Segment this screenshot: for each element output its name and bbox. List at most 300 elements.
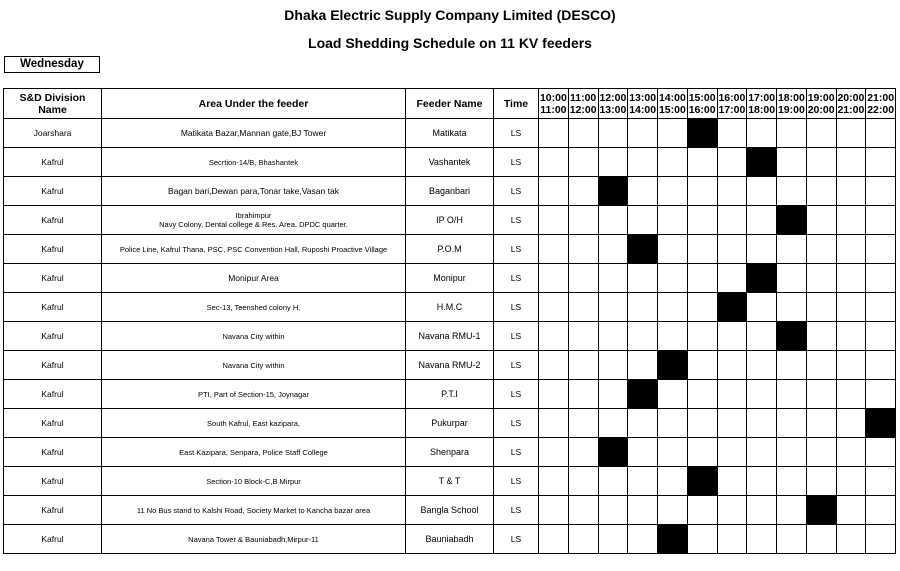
feeder-cell: Bauniabadh bbox=[406, 525, 494, 554]
table-row bbox=[4, 264, 896, 293]
feeder-header: Feeder Name bbox=[406, 89, 494, 119]
schedule-slot bbox=[836, 409, 866, 438]
time-cell: LS bbox=[494, 264, 539, 293]
slot-end: 11:00 bbox=[540, 103, 567, 116]
table-row bbox=[4, 206, 896, 235]
area-cell bbox=[102, 235, 406, 264]
schedule-slot bbox=[687, 235, 717, 264]
slot-end: 13:00 bbox=[599, 103, 627, 116]
schedule-slot bbox=[628, 467, 658, 496]
schedule-slot bbox=[777, 148, 807, 177]
schedule-slot bbox=[687, 525, 717, 554]
area-text: Navana City within bbox=[222, 360, 285, 370]
time-cell: LS bbox=[494, 467, 539, 496]
load-shedding-slot-filled bbox=[628, 235, 658, 264]
schedule-slot bbox=[806, 293, 836, 322]
schedule-slot bbox=[539, 119, 569, 148]
schedule-slot bbox=[598, 206, 628, 235]
schedule-slot bbox=[598, 235, 628, 264]
area-cell bbox=[102, 496, 406, 525]
schedule-title: Load Shedding Schedule on 11 KV feeders bbox=[308, 35, 592, 51]
schedule-slot bbox=[568, 496, 598, 525]
load-shedding-slot-filled bbox=[866, 409, 896, 438]
schedule-slot bbox=[568, 119, 598, 148]
schedule-slot bbox=[539, 235, 569, 264]
area-cell bbox=[102, 148, 406, 177]
schedule-slot bbox=[598, 322, 628, 351]
slot-end: 16:00 bbox=[688, 103, 716, 116]
slot-end: 22:00 bbox=[867, 103, 895, 116]
schedule-slot bbox=[598, 148, 628, 177]
schedule-slot bbox=[568, 264, 598, 293]
schedule-slot bbox=[628, 177, 658, 206]
schedule-slot bbox=[777, 409, 807, 438]
area-text: 11 No Bus stand to Kalshi Road, Society Market to Kancha bazar area bbox=[136, 505, 371, 515]
slot-header bbox=[687, 89, 717, 119]
feeder-cell: Navana RMU-2 bbox=[406, 351, 494, 380]
slot-start: 12:00 bbox=[599, 91, 627, 104]
schedule-slot bbox=[806, 177, 836, 206]
schedule-slot bbox=[836, 264, 866, 293]
load-shedding-slot-filled bbox=[598, 177, 628, 206]
slot-header bbox=[539, 89, 569, 119]
time-cell: LS bbox=[494, 293, 539, 322]
schedule-slot bbox=[658, 467, 688, 496]
schedule-slot bbox=[717, 496, 747, 525]
division-cell: Kafrul bbox=[4, 264, 102, 293]
schedule-slot bbox=[539, 264, 569, 293]
schedule-slot bbox=[628, 293, 658, 322]
division-cell: Kafrul bbox=[4, 496, 102, 525]
schedule-slot bbox=[717, 467, 747, 496]
slot-end: 15:00 bbox=[658, 103, 686, 116]
area-text: Navana City within bbox=[222, 331, 285, 341]
schedule-slot bbox=[806, 438, 836, 467]
schedule-slot bbox=[866, 467, 896, 496]
schedule-slot bbox=[866, 177, 896, 206]
slot-start: 19:00 bbox=[807, 91, 835, 104]
slot-start: 21:00 bbox=[867, 91, 895, 104]
schedule-slot bbox=[568, 322, 598, 351]
area-cell bbox=[102, 177, 406, 206]
slot-start: 18:00 bbox=[777, 91, 805, 104]
slot-header bbox=[717, 89, 747, 119]
division-cell: Kafrul bbox=[4, 409, 102, 438]
time-cell: LS bbox=[494, 206, 539, 235]
schedule-slot bbox=[747, 322, 777, 351]
schedule-slot bbox=[568, 177, 598, 206]
table-row bbox=[4, 293, 896, 322]
schedule-slot bbox=[687, 293, 717, 322]
schedule-slot bbox=[806, 351, 836, 380]
feeder-cell: P.T.I bbox=[406, 380, 494, 409]
schedule-slot bbox=[866, 206, 896, 235]
feeder-cell: T & T bbox=[406, 467, 494, 496]
schedule-slot bbox=[717, 177, 747, 206]
schedule-slot bbox=[717, 380, 747, 409]
table-row bbox=[4, 235, 896, 264]
area-text: Bagan bari,Dewan para,Tonar take,Vasan tak bbox=[168, 185, 339, 196]
division-cell: Kafrul bbox=[4, 206, 102, 235]
slot-header bbox=[568, 89, 598, 119]
area-cell bbox=[102, 293, 406, 322]
feeder-cell: P.O.M bbox=[406, 235, 494, 264]
schedule-slot bbox=[866, 380, 896, 409]
schedule-slot bbox=[777, 525, 807, 554]
slot-header bbox=[806, 89, 836, 119]
schedule-slot bbox=[687, 177, 717, 206]
time-cell: LS bbox=[494, 119, 539, 148]
table-row bbox=[4, 148, 896, 177]
load-shedding-slot-filled bbox=[598, 438, 628, 467]
schedule-slot bbox=[628, 525, 658, 554]
schedule-slot bbox=[836, 525, 866, 554]
area-text: PTI, Part of Section-15, Joynagar bbox=[198, 389, 309, 399]
schedule-slot bbox=[747, 235, 777, 264]
schedule-slot bbox=[658, 409, 688, 438]
load-shedding-slot-filled bbox=[687, 467, 717, 496]
time-cell: LS bbox=[494, 235, 539, 264]
schedule-slot bbox=[628, 438, 658, 467]
schedule-slot bbox=[866, 322, 896, 351]
schedule-slot bbox=[747, 467, 777, 496]
schedule-slot bbox=[628, 148, 658, 177]
feeder-cell: Bangla School bbox=[406, 496, 494, 525]
time-cell: LS bbox=[494, 525, 539, 554]
area-cell bbox=[102, 525, 406, 554]
schedule-slot bbox=[866, 235, 896, 264]
schedule-slot bbox=[628, 322, 658, 351]
area-cell bbox=[102, 351, 406, 380]
schedule-slot bbox=[836, 177, 866, 206]
schedule-slot bbox=[598, 380, 628, 409]
schedule-slot bbox=[687, 351, 717, 380]
table-row bbox=[4, 525, 896, 554]
schedule-slot bbox=[747, 409, 777, 438]
schedule-slot bbox=[777, 380, 807, 409]
schedule-slot bbox=[866, 525, 896, 554]
day-label: Wednesday bbox=[4, 56, 100, 73]
schedule-slot bbox=[539, 467, 569, 496]
division-cell: Kafrul bbox=[4, 438, 102, 467]
slot-end: 21:00 bbox=[837, 103, 865, 116]
division-cell: Kafrul bbox=[4, 380, 102, 409]
schedule-slot bbox=[806, 380, 836, 409]
schedule-slot bbox=[658, 322, 688, 351]
slot-header bbox=[747, 89, 777, 119]
area-cell bbox=[102, 322, 406, 351]
schedule-slot bbox=[747, 380, 777, 409]
slot-end: 20:00 bbox=[807, 103, 835, 116]
schedule-slot bbox=[628, 409, 658, 438]
area-cell bbox=[102, 380, 406, 409]
schedule-slot bbox=[658, 264, 688, 293]
area-text: Sec-13, Teenshed colony H. bbox=[206, 302, 301, 312]
feeder-cell: Baganbari bbox=[406, 177, 494, 206]
schedule-slot bbox=[806, 409, 836, 438]
schedule-slot bbox=[836, 119, 866, 148]
schedule-slot bbox=[717, 206, 747, 235]
table-row bbox=[4, 177, 896, 206]
schedule-slot bbox=[836, 293, 866, 322]
schedule-slot bbox=[598, 351, 628, 380]
division-cell: Kafrul bbox=[4, 322, 102, 351]
schedule-slot bbox=[836, 148, 866, 177]
area-cell bbox=[102, 264, 406, 293]
schedule-slot bbox=[866, 119, 896, 148]
schedule-slot bbox=[836, 496, 866, 525]
schedule-slot bbox=[717, 438, 747, 467]
schedule-slot bbox=[568, 380, 598, 409]
time-cell: LS bbox=[494, 351, 539, 380]
schedule-slot bbox=[539, 293, 569, 322]
slot-header bbox=[866, 89, 896, 119]
schedule-slot bbox=[539, 496, 569, 525]
schedule-slot bbox=[568, 148, 598, 177]
area-cell bbox=[102, 119, 406, 148]
schedule-slot bbox=[777, 235, 807, 264]
schedule-slot bbox=[568, 409, 598, 438]
schedule-slot bbox=[598, 525, 628, 554]
schedule-slot bbox=[658, 148, 688, 177]
load-shedding-slot-filled bbox=[806, 496, 836, 525]
schedule-slot bbox=[658, 380, 688, 409]
schedule-slot bbox=[747, 177, 777, 206]
schedule-slot bbox=[717, 148, 747, 177]
slot-end: 18:00 bbox=[748, 103, 776, 116]
schedule-slot bbox=[747, 351, 777, 380]
area-text-line2: Navy Colony, Dental college & Res. Area. DPDC quarter. bbox=[159, 220, 348, 229]
schedule-slot bbox=[747, 293, 777, 322]
schedule-slot bbox=[658, 496, 688, 525]
area-text: Secrtion-14/B, Bhashantek bbox=[208, 157, 299, 167]
schedule-slot bbox=[687, 264, 717, 293]
schedule-slot bbox=[539, 380, 569, 409]
schedule-slot bbox=[866, 293, 896, 322]
schedule-slot bbox=[806, 119, 836, 148]
schedule-slot bbox=[777, 467, 807, 496]
schedule-slot bbox=[598, 264, 628, 293]
load-shedding-slot-filled bbox=[658, 351, 688, 380]
schedule-slot bbox=[836, 380, 866, 409]
schedule-slot bbox=[717, 409, 747, 438]
table-row bbox=[4, 322, 896, 351]
schedule-slot bbox=[687, 409, 717, 438]
schedule-slot bbox=[598, 119, 628, 148]
schedule-slot bbox=[539, 206, 569, 235]
header-row bbox=[4, 89, 896, 119]
schedule-slot bbox=[658, 438, 688, 467]
schedule-slot bbox=[568, 467, 598, 496]
area-text: Matikata Bazar,Mannan gate,BJ Tower bbox=[180, 127, 327, 138]
schedule-slot bbox=[628, 496, 658, 525]
load-shedding-slot-filled bbox=[777, 322, 807, 351]
schedule-body bbox=[4, 119, 896, 554]
schedule-slot bbox=[598, 409, 628, 438]
area-text: East Kazipara, Senpara, Police Staff College bbox=[179, 447, 328, 457]
schedule-slot bbox=[777, 496, 807, 525]
schedule-slot bbox=[777, 351, 807, 380]
slot-end: 14:00 bbox=[629, 103, 657, 116]
division-cell: Joarshara bbox=[4, 119, 102, 148]
schedule-slot bbox=[628, 264, 658, 293]
slot-start: 11:00 bbox=[569, 91, 597, 104]
schedule-slot bbox=[866, 496, 896, 525]
slot-header bbox=[658, 89, 688, 119]
time-cell: LS bbox=[494, 322, 539, 351]
table-row bbox=[4, 409, 896, 438]
schedule-slot bbox=[628, 351, 658, 380]
time-cell: LS bbox=[494, 496, 539, 525]
schedule-slot bbox=[806, 467, 836, 496]
schedule-slot bbox=[806, 148, 836, 177]
schedule-slot bbox=[866, 438, 896, 467]
schedule-slot bbox=[836, 322, 866, 351]
schedule-slot bbox=[687, 380, 717, 409]
schedule-slot bbox=[628, 119, 658, 148]
area-text: Navana Tower & Bauniabadh,Mirpur-11 bbox=[188, 534, 319, 544]
table-row bbox=[4, 119, 896, 148]
table-row bbox=[4, 351, 896, 380]
schedule-slot bbox=[539, 148, 569, 177]
slot-start: 20:00 bbox=[837, 91, 865, 104]
schedule-table bbox=[3, 88, 896, 554]
slot-start: 13:00 bbox=[629, 91, 657, 104]
schedule-slot bbox=[806, 322, 836, 351]
division-cell: Kafrul bbox=[4, 467, 102, 496]
schedule-slot bbox=[806, 264, 836, 293]
slot-start: 10:00 bbox=[539, 91, 567, 104]
schedule-slot bbox=[777, 293, 807, 322]
schedule-slot bbox=[717, 235, 747, 264]
schedule-slot bbox=[539, 525, 569, 554]
table-row bbox=[4, 467, 896, 496]
feeder-cell: Shenpara bbox=[406, 438, 494, 467]
area-text: South Kafrul, East kazipara, bbox=[207, 418, 300, 428]
time-cell: LS bbox=[494, 409, 539, 438]
division-cell: Kafrul bbox=[4, 293, 102, 322]
load-shedding-slot-filled bbox=[777, 206, 807, 235]
slot-end: 19:00 bbox=[777, 103, 805, 116]
schedule-slot bbox=[747, 206, 777, 235]
area-text: Section-10 Block-C,B Mirpur bbox=[206, 476, 301, 486]
schedule-slot bbox=[598, 467, 628, 496]
area-cell bbox=[102, 409, 406, 438]
schedule-slot bbox=[568, 235, 598, 264]
schedule-slot bbox=[539, 409, 569, 438]
schedule-slot bbox=[717, 322, 747, 351]
schedule-slot bbox=[568, 525, 598, 554]
schedule-slot bbox=[539, 438, 569, 467]
schedule-slot bbox=[777, 177, 807, 206]
schedule-slot bbox=[628, 206, 658, 235]
load-shedding-slot-filled bbox=[687, 119, 717, 148]
time-cell: LS bbox=[494, 380, 539, 409]
schedule-slot bbox=[687, 322, 717, 351]
feeder-cell: Pukurpar bbox=[406, 409, 494, 438]
table-row bbox=[4, 380, 896, 409]
schedule-slot bbox=[717, 264, 747, 293]
division-cell: Kafrul bbox=[4, 148, 102, 177]
feeder-cell: Vashantek bbox=[406, 148, 494, 177]
slot-start: 17:00 bbox=[748, 91, 776, 104]
schedule-slot bbox=[568, 293, 598, 322]
schedule-slot bbox=[747, 119, 777, 148]
area-text: Ibrahimpur bbox=[235, 211, 272, 220]
time-header: Time bbox=[494, 89, 539, 119]
feeder-cell: Navana RMU-1 bbox=[406, 322, 494, 351]
schedule-slot bbox=[658, 119, 688, 148]
area-text: Monipur Area bbox=[228, 272, 279, 283]
schedule-slot bbox=[598, 496, 628, 525]
schedule-slot bbox=[539, 177, 569, 206]
schedule-slot bbox=[687, 496, 717, 525]
load-shedding-slot-filled bbox=[717, 293, 747, 322]
feeder-cell: Monipur bbox=[406, 264, 494, 293]
schedule-slot bbox=[806, 235, 836, 264]
time-cell: LS bbox=[494, 148, 539, 177]
division-cell: Kafrul bbox=[4, 525, 102, 554]
table-row bbox=[4, 438, 896, 467]
feeder-cell: Matikata bbox=[406, 119, 494, 148]
schedule-slot bbox=[747, 438, 777, 467]
area-cell bbox=[102, 467, 406, 496]
load-shedding-slot-filled bbox=[747, 148, 777, 177]
feeder-cell: H.M.C bbox=[406, 293, 494, 322]
schedule-slot bbox=[836, 206, 866, 235]
schedule-slot bbox=[717, 119, 747, 148]
load-shedding-slot-filled bbox=[747, 264, 777, 293]
slot-header bbox=[777, 89, 807, 119]
schedule-slot bbox=[836, 351, 866, 380]
division-cell: Kafrul bbox=[4, 235, 102, 264]
schedule-slot bbox=[658, 293, 688, 322]
schedule-slot bbox=[687, 438, 717, 467]
schedule-slot bbox=[866, 351, 896, 380]
company-title: Dhaka Electric Supply Company Limited (DESCO) bbox=[284, 7, 616, 23]
schedule-slot bbox=[777, 264, 807, 293]
slot-header bbox=[598, 89, 628, 119]
schedule-slot bbox=[747, 525, 777, 554]
schedule-slot bbox=[806, 206, 836, 235]
schedule-slot bbox=[658, 177, 688, 206]
area-header: Area Under the feeder bbox=[102, 89, 406, 119]
feeder-cell: IP O/H bbox=[406, 206, 494, 235]
slot-start: 16:00 bbox=[718, 91, 746, 104]
schedule-slot bbox=[539, 322, 569, 351]
schedule-slot bbox=[777, 119, 807, 148]
schedule-slot bbox=[687, 206, 717, 235]
load-shedding-slot-filled bbox=[628, 380, 658, 409]
schedule-slot bbox=[687, 148, 717, 177]
division-header: S&D Division Name bbox=[4, 89, 102, 119]
schedule-slot bbox=[658, 206, 688, 235]
schedule-slot bbox=[806, 525, 836, 554]
division-cell: Kafrul bbox=[4, 351, 102, 380]
schedule-slot bbox=[568, 438, 598, 467]
area-cell bbox=[102, 438, 406, 467]
schedule-slot bbox=[717, 525, 747, 554]
slot-end: 17:00 bbox=[718, 103, 746, 116]
schedule-slot bbox=[568, 206, 598, 235]
slot-start: 15:00 bbox=[688, 91, 716, 104]
schedule-slot bbox=[658, 235, 688, 264]
schedule-slot bbox=[598, 293, 628, 322]
time-cell: LS bbox=[494, 177, 539, 206]
schedule-slot bbox=[866, 264, 896, 293]
area-text: Police Line, Kafrul Thana, PSC, PSC Convention Hall, Ruposhi Proactive Village bbox=[119, 244, 388, 254]
schedule-slot bbox=[866, 148, 896, 177]
